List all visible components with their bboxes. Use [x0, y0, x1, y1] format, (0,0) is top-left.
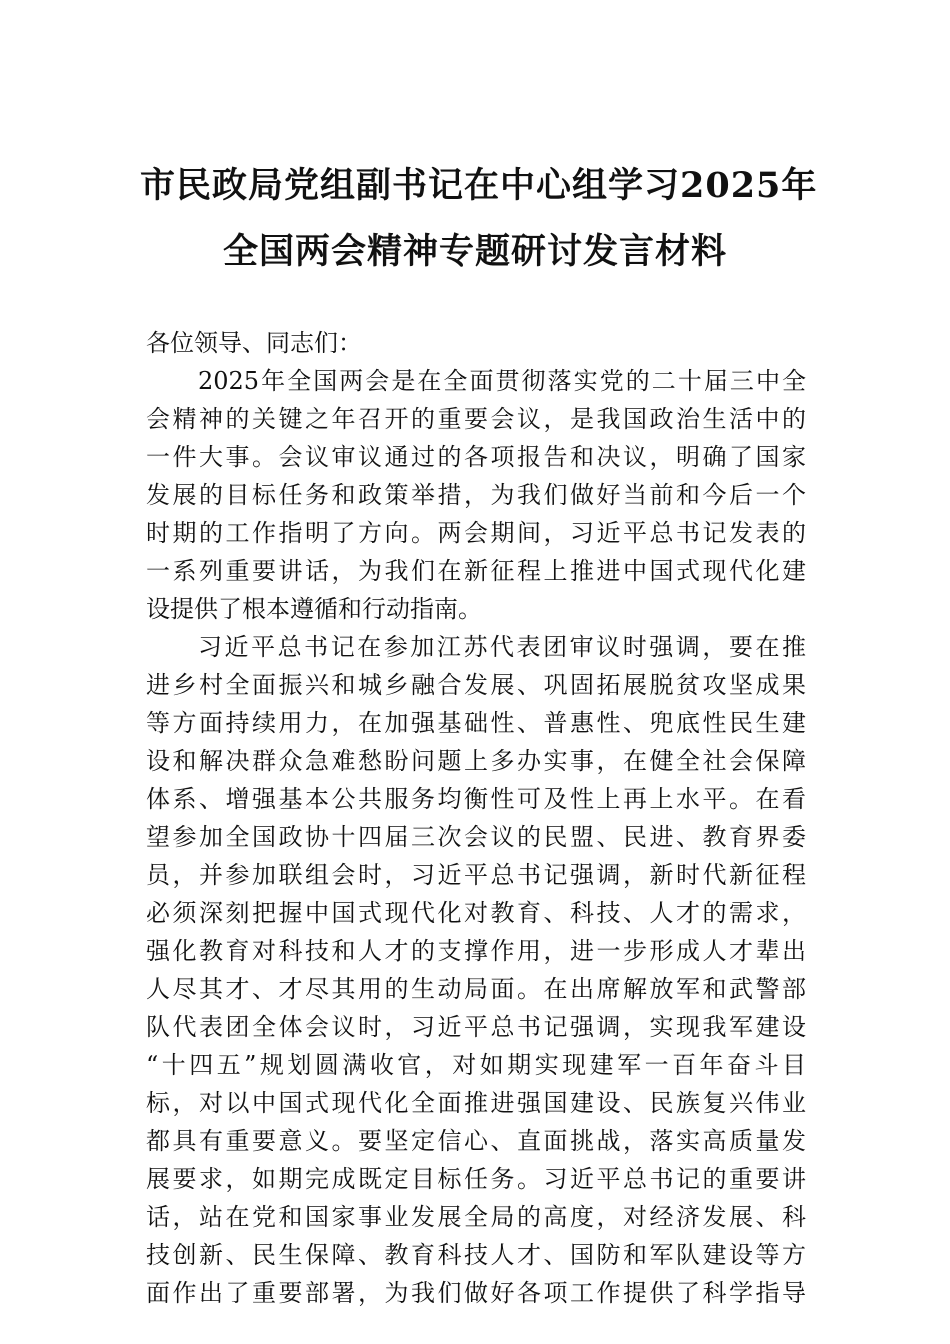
- paragraph-line: 设和解决群众急难愁盼问题上多办实事，在健全社会保障: [146, 747, 806, 775]
- paragraph-line: 展要求，如期完成既定目标任务。习近平总书记的重要讲: [146, 1165, 806, 1193]
- paragraph-line: 强化教育对科技和人才的支撑作用，进一步形成人才辈出: [146, 937, 806, 965]
- paragraph-line: 发展的目标任务和政策举措，为我们做好当前和今后一个: [146, 481, 806, 509]
- paragraph-line: 会精神的关键之年召开的重要会议，是我国政治生活中的: [146, 405, 806, 433]
- paragraph-line: 标，对以中国式现代化全面推进强国建设、民族复兴伟业: [146, 1089, 806, 1117]
- paragraph-line: 一件大事。会议审议通过的各项报告和决议，明确了国家: [146, 443, 806, 471]
- paragraph-line: 都具有重要意义。要坚定信心、直面挑战，落实高质量发: [146, 1127, 806, 1155]
- paragraph-line: 队代表团全体会议时，习近平总书记强调，实现我军建设: [146, 1013, 806, 1041]
- paragraph-line: 望参加全国政协十四届三次会议的民盟、民进、教育界委: [146, 823, 806, 851]
- paragraph-line: 一系列重要讲话，为我们在新征程上推进中国式现代化建: [146, 557, 806, 585]
- document-title-line-2: 全国两会精神专题研讨发言材料: [222, 231, 727, 272]
- paragraph-line: 体系、增强基本公共服务均衡性可及性上再上水平。在看: [146, 785, 806, 813]
- paragraph-line: 习近平总书记在参加江苏代表团审议时强调，要在推: [198, 633, 806, 661]
- paragraph-line: 人尽其才、才尽其用的生动局面。在出席解放军和武警部: [146, 975, 806, 1003]
- paragraph-line: 设提供了根本遵循和行动指南。: [146, 595, 482, 623]
- paragraph-line: 面作出了重要部署，为我们做好各项工作提供了科学指导: [146, 1279, 806, 1307]
- paragraph-line: “十四五”规划圆满收官，对如期实现建军一百年奋斗目: [146, 1051, 806, 1079]
- paragraph-line: 进乡村全面振兴和城乡融合发展、巩固拓展脱贫攻坚成果: [146, 671, 806, 699]
- paragraph-line: 必须深刻把握中国式现代化对教育、科技、人才的需求，: [146, 899, 806, 927]
- paragraph-line: 员，并参加联组会时，习近平总书记强调，新时代新征程: [146, 861, 806, 889]
- paragraph-line: 2025年全国两会是在全面贯彻落实党的二十届三中全: [198, 367, 806, 395]
- paragraph-line: 话，站在党和国家事业发展全局的高度，对经济发展、科: [146, 1203, 806, 1231]
- paragraph-line: 等方面持续用力，在加强基础性、普惠性、兜底性民生建: [146, 709, 806, 737]
- salutation: 各位领导、同志们：: [146, 329, 362, 357]
- paragraph-line: 技创新、民生保障、教育科技人才、国防和军队建设等方: [146, 1241, 806, 1269]
- paragraph-line: 时期的工作指明了方向。两会期间，习近平总书记发表的: [146, 519, 806, 547]
- document-title-line-1: 市民政局党组副书记在中心组学习2025年: [140, 165, 818, 206]
